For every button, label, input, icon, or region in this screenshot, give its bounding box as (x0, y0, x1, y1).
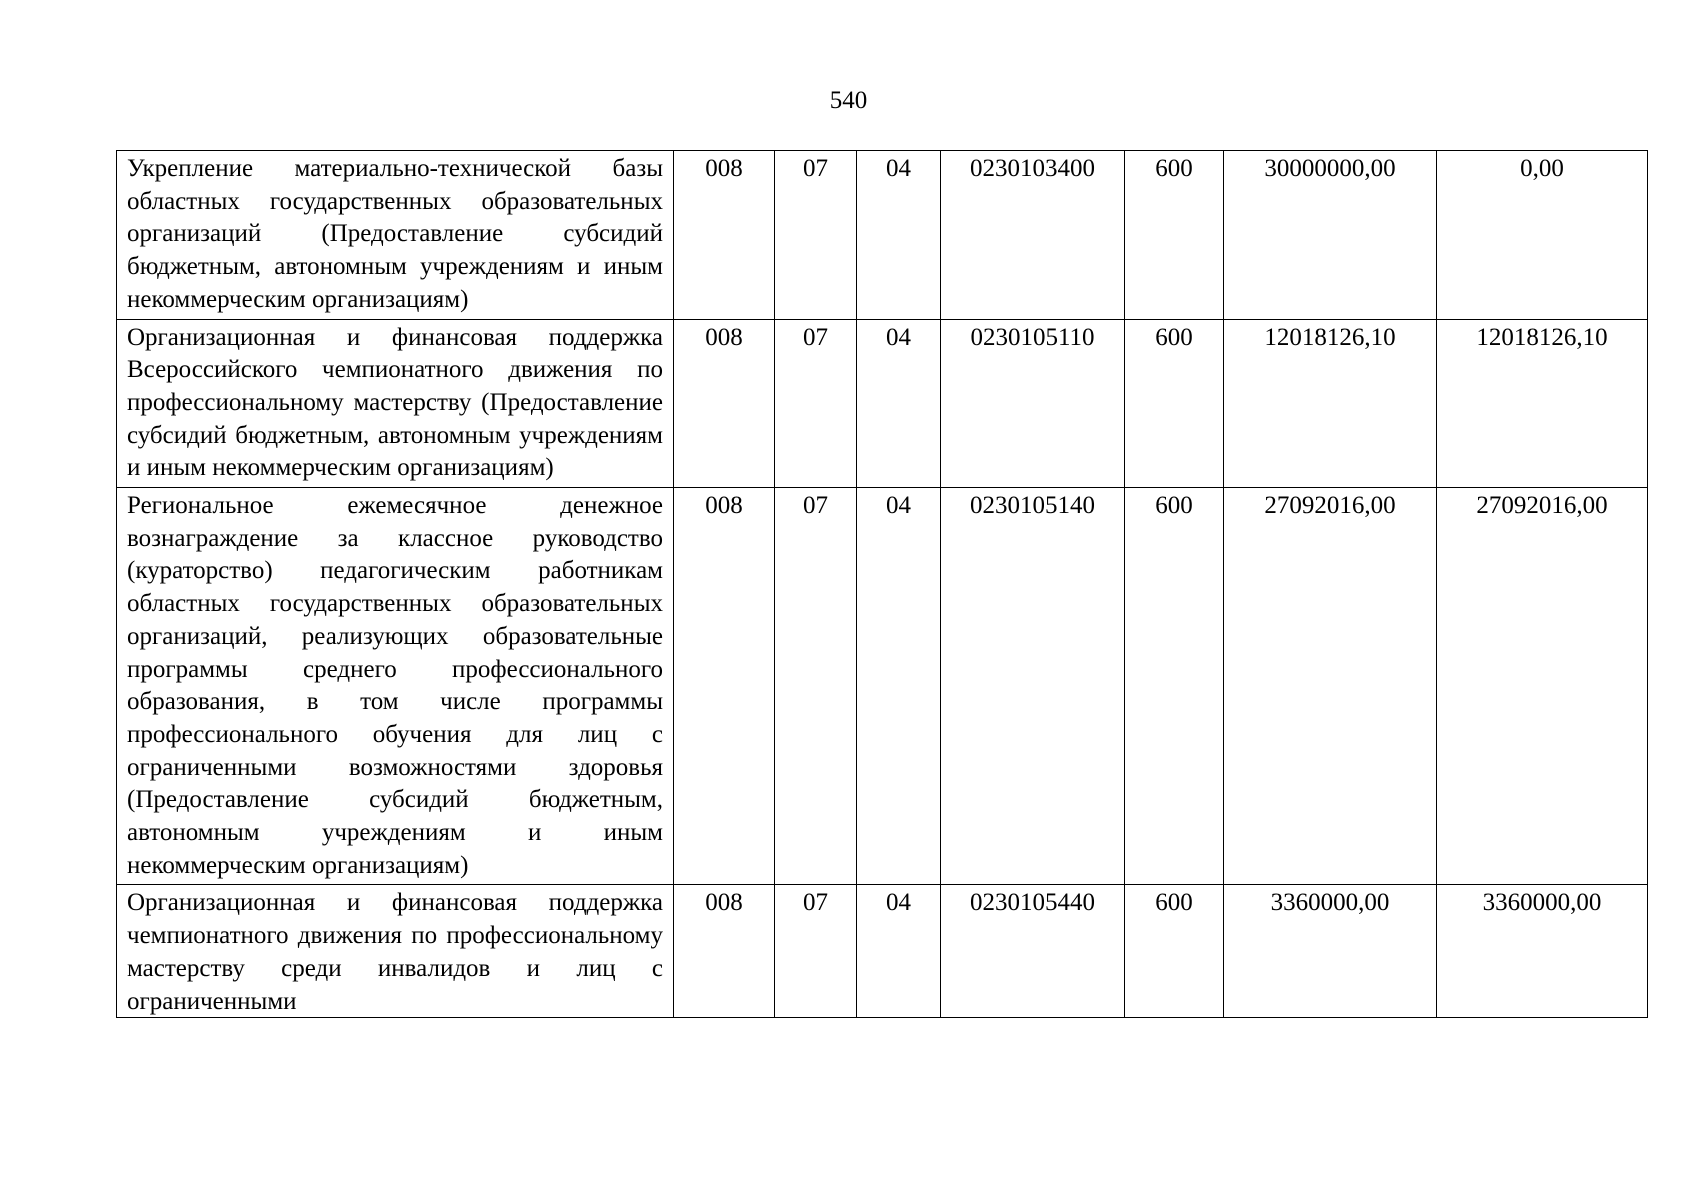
expense-type-code: 600 (1125, 885, 1224, 1018)
ministry-code: 008 (674, 151, 775, 320)
row-description-cell (117, 885, 674, 1018)
table-row (117, 319, 1648, 488)
ministry-code: 008 (674, 885, 775, 1018)
table-row (117, 885, 1648, 1018)
subsection-code: 04 (857, 885, 941, 1018)
amount-1: 30000000,00 (1224, 151, 1437, 320)
row-description: Организационная и финансовая поддержка чемпионатного движения по профессиональному мастерству среди инвалидов и лиц с ограниченными (127, 889, 663, 1015)
subsection-code: 04 (857, 319, 941, 488)
ministry-code: 008 (674, 488, 775, 885)
section-code: 07 (775, 885, 857, 1018)
target-article-code: 0230105140 (941, 488, 1125, 885)
amount-1: 12018126,10 (1224, 319, 1437, 488)
target-article-code: 0230105110 (941, 319, 1125, 488)
section-code: 07 (775, 488, 857, 885)
expense-type-code: 600 (1125, 319, 1224, 488)
amount-2: 27092016,00 (1437, 488, 1648, 885)
expense-type-code: 600 (1125, 488, 1224, 885)
expense-type-code: 600 (1125, 151, 1224, 320)
table-row (117, 151, 1648, 320)
subsection-code: 04 (857, 151, 941, 320)
target-article-code: 0230105440 (941, 885, 1125, 1018)
row-description: Организационная и финансовая поддержка Всероссийского чемпионатного движения по профессиональному мастерству (Предоставление субсидий бюджетным, автономным учреждениям и иным некоммерческим организациям) (117, 319, 674, 488)
table-row (117, 488, 1648, 885)
amount-1: 3360000,00 (1224, 885, 1437, 1018)
amount-1: 27092016,00 (1224, 488, 1437, 885)
row-description: Региональное ежемесячное денежное вознаграждение за классное руководство (кураторство) педагогическим работникам областных государственных образовательных организаций, реализующих образовательные программы среднего профессионального образования, в том числе программы профессионального обучения для лиц с ограниченными возможностями здоровья (Предоставление субсидий бюджетным, автономным учреждениям и иным некоммерческим организациям) (117, 488, 674, 885)
target-article-code: 0230103400 (941, 151, 1125, 320)
budget-table (116, 150, 1648, 1018)
subsection-code: 04 (857, 488, 941, 885)
amount-2: 0,00 (1437, 151, 1648, 320)
section-code: 07 (775, 319, 857, 488)
amount-2: 3360000,00 (1437, 885, 1648, 1018)
row-description: Укрепление материально-технической базы областных государственных образовательных организаций (Предоставление субсидий бюджетным, автономным учреждениям и иным некоммерческим организациям) (117, 151, 674, 320)
amount-2: 12018126,10 (1437, 319, 1648, 488)
ministry-code: 008 (674, 319, 775, 488)
page-number: 540 (829, 87, 868, 114)
section-code: 07 (775, 151, 857, 320)
